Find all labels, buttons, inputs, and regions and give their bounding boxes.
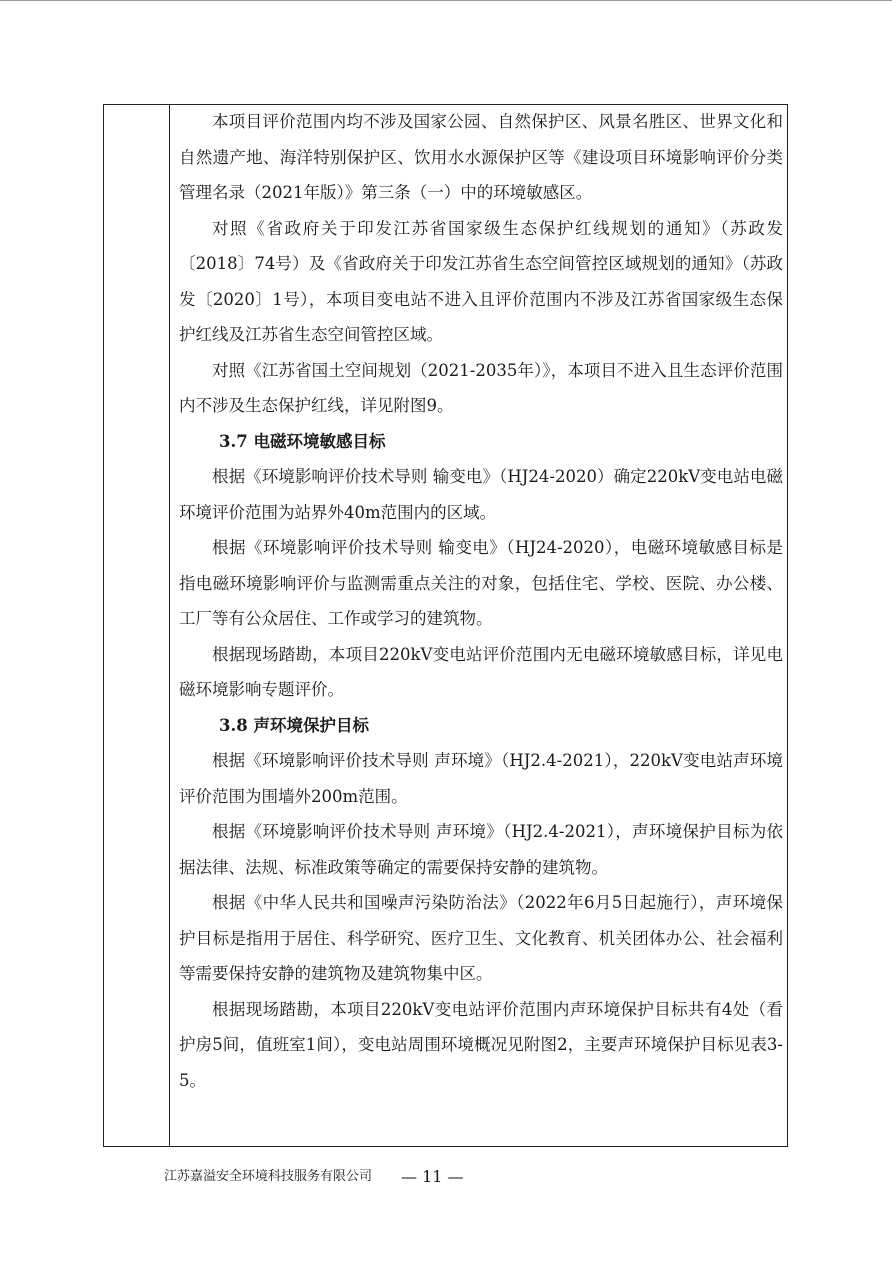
- paragraph-em-survey: 根据现场踏勘，本项目220kV变电站评价范围内无电磁环境敏感目标，详见电磁环境影响专题评价。: [179, 644, 783, 699]
- column-divider: [169, 104, 170, 1147]
- paragraph-noise-range: 根据《环境影响评价技术导则 声环境》（HJ2.4-2021），220kV变电站声环境评价范围为围墙外200m范围。: [179, 751, 783, 806]
- page-footer: [164, 1164, 564, 1190]
- paragraph-noise-survey: 根据现场踏勘，本项目220kV变电站评价范围内声环境保护目标共有4处（看护房5间，值班室1间），变电站周围环境概况见附图2，主要声环境保护目标见表3-5。: [179, 999, 783, 1090]
- paragraph-em-range: 根据《环境影响评价技术导则 输变电》（HJ24-2020）确定220kV变电站电磁环境评价范围为站界外40m范围内的区域。: [179, 467, 783, 522]
- paragraph-ecological-redline: 对照《省政府关于印发江苏省国家级生态保护红线规划的通知》（苏政发〔2018〕74号）及《省政府关于印发江苏省生态空间管控区域规划的通知》（苏政发〔2020〕1号），本项目变电站不进入且评价范围内不涉及江苏省国家级生态保护红线及江苏省生态空间管控区域。: [179, 218, 783, 344]
- page-number: — 11 —: [401, 1167, 464, 1186]
- paragraph-noise-law: 根据《中华人民共和国噪声污染防治法》（2022年6月5日起施行），声环境保护目标是指用于居住、科学研究、医疗卫生、文化教育、机关团体办公、社会福利等需要保持安静的建筑物及建筑物集中区。: [179, 893, 783, 983]
- paragraph-sensitive-areas: 本项目评价范围内均不涉及国家公园、自然保护区、风景名胜区、世界文化和自然遗产地、海洋特别保护区、饮用水水源保护区等《建设项目环境影响评价分类管理名录（2021年版）》第三条（一）中的环境敏感区。: [179, 112, 783, 202]
- paragraph-em-definition: 根据《环境影响评价技术导则 输变电》（HJ24-2020），电磁环境敏感目标是指电磁环境影响评价与监测需重点关注的对象，包括住宅、学校、医院、办公楼、工厂等有公众居住、工作或学习的建筑物。: [179, 538, 783, 628]
- section-heading-3-8: 3.8 声环境保护目标: [219, 715, 369, 735]
- paragraph-noise-definition: 根据《环境影响评价技术导则 声环境》（HJ2.4-2021），声环境保护目标为依据法律、法规、标准政策等确定的需要保持安静的建筑物。: [179, 822, 783, 877]
- document-body: [179, 104, 783, 1098]
- footer-company-name: 江苏嘉溢安全环境科技服务有限公司: [164, 1169, 373, 1184]
- page-top-rule: [0, 0, 892, 1]
- section-heading-3-7: 3.7 电磁环境敏感目标: [219, 431, 386, 451]
- paragraph-spatial-plan: 对照《江苏省国土空间规划（2021-2035年）》，本项目不进入且生态评价范围内不涉及生态保护红线，详见附图9。: [179, 360, 783, 415]
